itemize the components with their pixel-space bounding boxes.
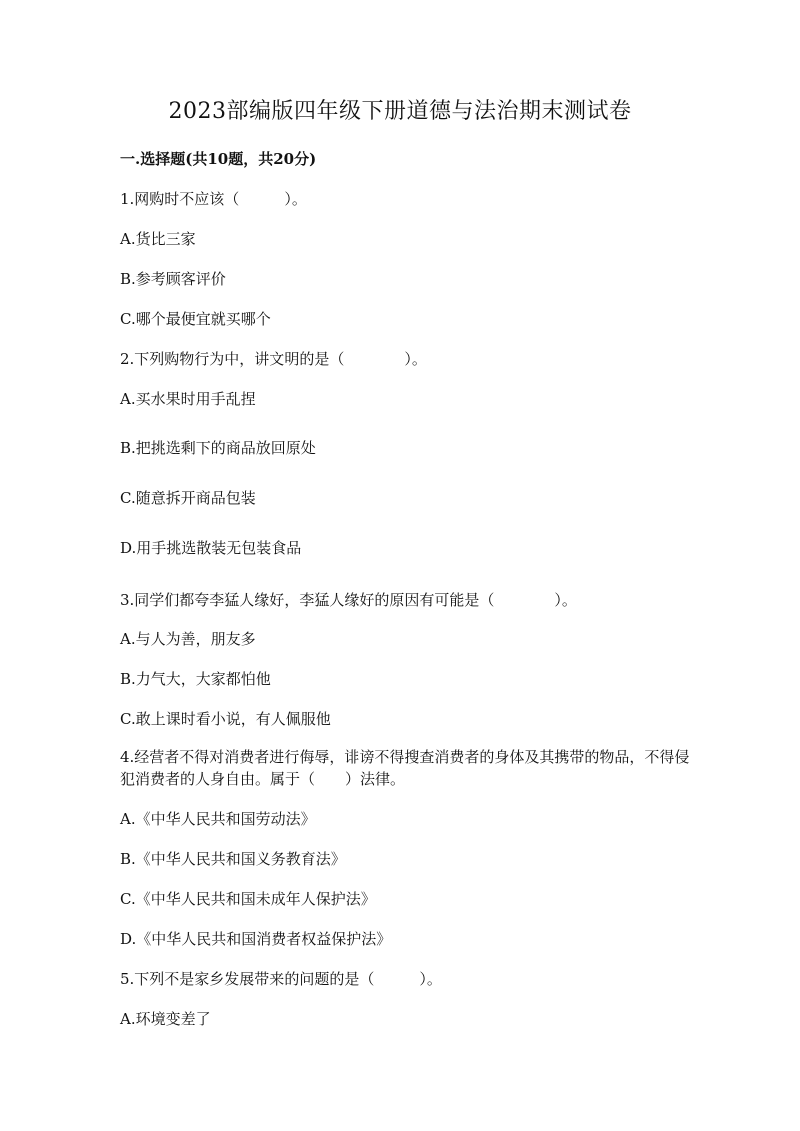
question-4-option-b: B.《中华人民共和国义务教育法》 — [120, 850, 346, 868]
question-1-option-a: A.货比三家 — [120, 230, 196, 248]
question-3-option-a: A.与人为善，朋友多 — [120, 630, 256, 648]
question-1-stem: 1.网购时不应该（ ）。 — [120, 190, 307, 208]
question-2-option-b: B.把挑选剩下的商品放回原处 — [120, 439, 316, 457]
question-5-option-a: A.环境变差了 — [120, 1010, 211, 1028]
question-2-option-a: A.买水果时用手乱捏 — [120, 390, 256, 408]
question-4-option-d: D.《中华人民共和国消费者权益保护法》 — [120, 930, 392, 948]
question-2-option-d: D.用手挑选散装无包装食品 — [120, 539, 302, 557]
question-5-stem: 5.下列不是家乡发展带来的问题的是（ ）。 — [120, 970, 442, 988]
question-4-stem: 4.经营者不得对消费者进行侮辱，诽谤不得搜查消费者的身体及其携带的物品，不得侵犯消费者的人身自由。属于（ ）法律。 — [120, 748, 690, 788]
question-4-option-a: A.《中华人民共和国劳动法》 — [120, 810, 316, 828]
question-3-option-b: B.力气大，大家都怕他 — [120, 670, 271, 688]
question-1-option-b: B.参考顾客评价 — [120, 270, 226, 288]
question-2-option-c: C.随意拆开商品包装 — [120, 489, 256, 507]
section-heading: 一.选择题(共10题，共20分) — [120, 150, 317, 168]
question-4-option-c: C.《中华人民共和国未成年人保护法》 — [120, 890, 376, 908]
question-3-option-c: C.敢上课时看小说，有人佩服他 — [120, 710, 331, 728]
page-title: 2023部编版四年级下册道德与法治期末测试卷 — [168, 99, 632, 124]
question-1-option-c: C.哪个最便宜就买哪个 — [120, 310, 271, 328]
question-3-stem: 3.同学们都夸李猛人缘好，李猛人缘好的原因有可能是（ ）。 — [120, 591, 577, 609]
question-2-stem: 2.下列购物行为中，讲文明的是（ ）。 — [120, 350, 427, 368]
